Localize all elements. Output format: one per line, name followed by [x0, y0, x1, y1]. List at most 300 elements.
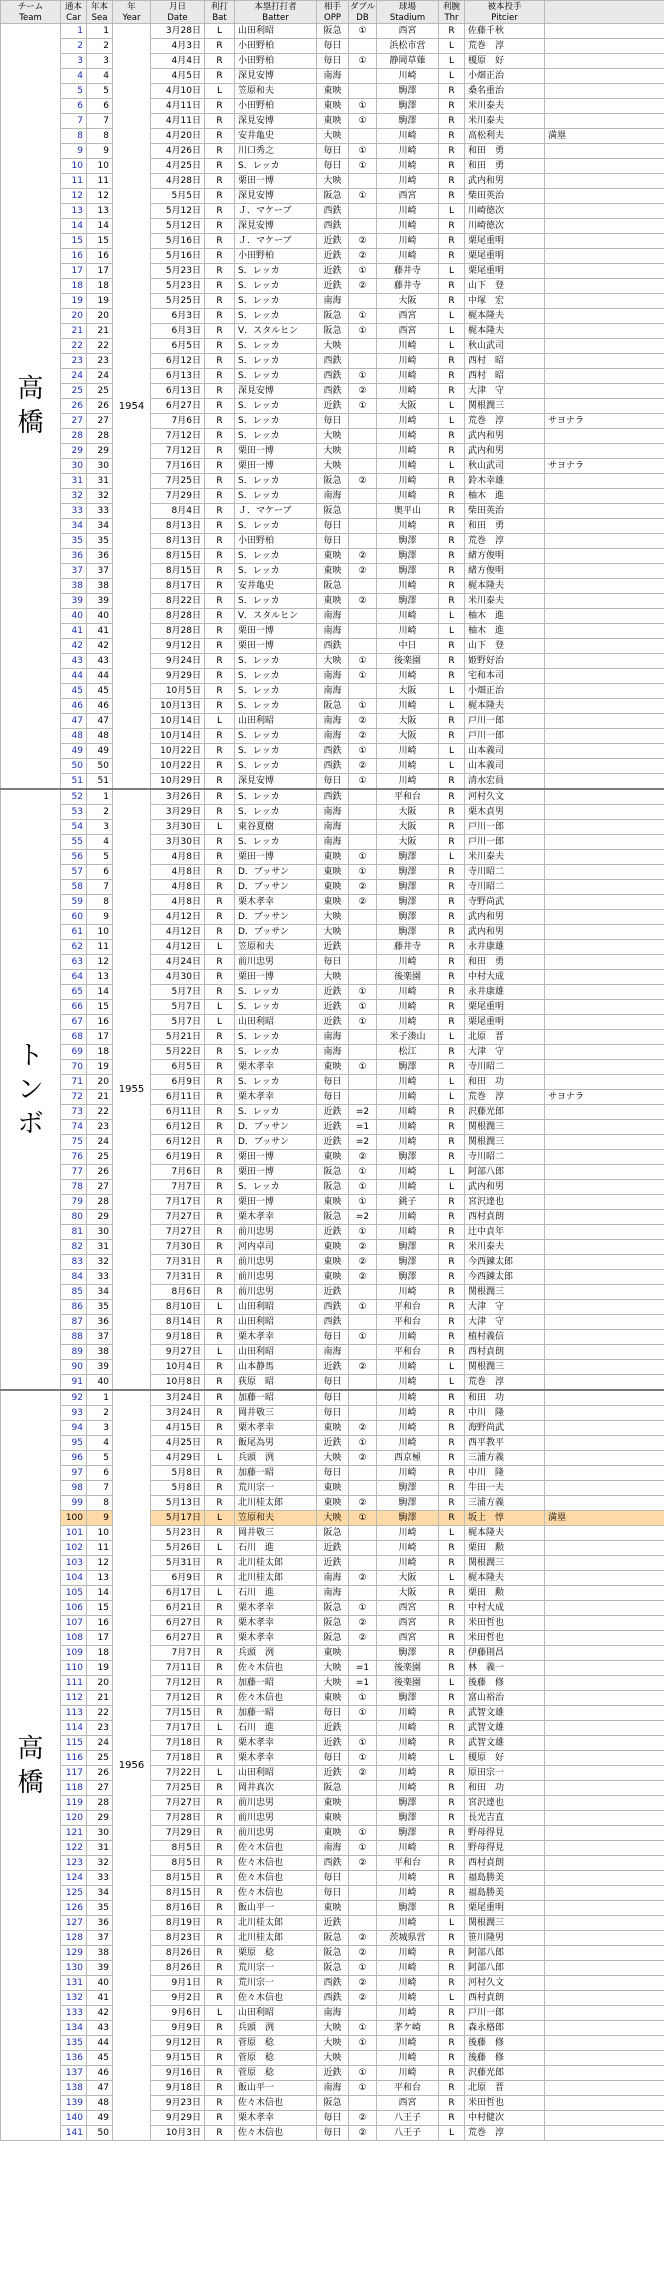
season-number: 35 — [87, 1300, 113, 1315]
career-number: 102 — [61, 1541, 87, 1556]
doubleheader: ② — [349, 1451, 377, 1466]
stadium: 西宮 — [377, 1616, 439, 1631]
date: 5月23日 — [151, 279, 205, 294]
season-number: 8 — [87, 895, 113, 910]
throw-side: L — [439, 1526, 465, 1541]
opponent: 近鉄 — [317, 249, 349, 264]
stadium: 川崎 — [377, 1436, 439, 1451]
pitcher: 西村貞朗 — [465, 1991, 545, 2006]
career-number: 121 — [61, 1826, 87, 1841]
table-row — [1, 234, 664, 249]
career-number: 61 — [61, 925, 87, 940]
table-row — [1, 1360, 664, 1375]
doubleheader: ① — [349, 1330, 377, 1345]
season-number: 41 — [87, 1991, 113, 2006]
bat-side: R — [205, 1135, 235, 1150]
doubleheader: ① — [349, 2021, 377, 2036]
bat-side: R — [205, 549, 235, 564]
batter: 兵頭 洌 — [235, 2021, 317, 2036]
table-row — [1, 1616, 664, 1631]
batter: S．レッカ — [235, 729, 317, 744]
batter: 飯山平一 — [235, 1901, 317, 1916]
throw-side: R — [439, 99, 465, 114]
note — [545, 835, 664, 850]
date: 6月11日 — [151, 1090, 205, 1105]
bat-side: R — [205, 2111, 235, 2126]
doubleheader — [349, 534, 377, 549]
career-number: 57 — [61, 865, 87, 880]
pitcher: 武内和男 — [465, 925, 545, 940]
season-number: 46 — [87, 699, 113, 714]
table-row — [1, 1841, 664, 1856]
opponent: 南海 — [317, 669, 349, 684]
bat-side: R — [205, 895, 235, 910]
pitcher: 梶本隆夫 — [465, 699, 545, 714]
season-number: 24 — [87, 1135, 113, 1150]
season-number: 16 — [87, 1616, 113, 1631]
bat-side: R — [205, 159, 235, 174]
doubleheader: ② — [349, 2126, 377, 2141]
doubleheader: ① — [349, 99, 377, 114]
opponent: 南海 — [317, 69, 349, 84]
note — [545, 1120, 664, 1135]
batter: 北川桂太郎 — [235, 1556, 317, 1571]
team-name-char: 高 — [17, 1733, 44, 1764]
career-number: 2 — [61, 39, 87, 54]
date: 7月12日 — [151, 429, 205, 444]
career-number: 7 — [61, 114, 87, 129]
opponent: 大映 — [317, 910, 349, 925]
note — [545, 1451, 664, 1466]
note — [545, 564, 664, 579]
opponent: 大映 — [317, 429, 349, 444]
stadium: 西宮 — [377, 1631, 439, 1646]
stadium: 川崎 — [377, 1406, 439, 1421]
season-number: 13 — [87, 204, 113, 219]
bat-side: L — [205, 1000, 235, 1015]
note — [545, 820, 664, 835]
opponent: 大映 — [317, 970, 349, 985]
note — [545, 1691, 664, 1706]
note — [545, 895, 664, 910]
note — [545, 1751, 664, 1766]
date: 9月15日 — [151, 2051, 205, 2066]
table-row — [1, 279, 664, 294]
batter: 小田野柏 — [235, 534, 317, 549]
bat-side: R — [205, 805, 235, 820]
bat-side: L — [205, 940, 235, 955]
career-number: 3 — [61, 54, 87, 69]
bat-side: R — [205, 1165, 235, 1180]
note — [545, 970, 664, 985]
pitcher: 河村久文 — [465, 1976, 545, 1991]
batter: 前川忠男 — [235, 1285, 317, 1300]
doubleheader — [349, 1886, 377, 1901]
throw-side: L — [439, 1075, 465, 1090]
header-cell: Date — [151, 12, 205, 24]
throw-side: R — [439, 1856, 465, 1871]
batter: D．ブッサン — [235, 925, 317, 940]
date: 10月4日 — [151, 1360, 205, 1375]
batter: 栗田一博 — [235, 444, 317, 459]
career-number: 35 — [61, 534, 87, 549]
note — [545, 1481, 664, 1496]
season-number: 7 — [87, 1481, 113, 1496]
opponent: 南海 — [317, 1045, 349, 1060]
opponent: 近鉄 — [317, 1541, 349, 1556]
season-number: 29 — [87, 1210, 113, 1225]
note — [545, 955, 664, 970]
team-name-char: 高 — [17, 374, 44, 404]
throw-side: R — [439, 1210, 465, 1225]
batter: 前川忠男 — [235, 1255, 317, 1270]
opponent: 大映 — [317, 925, 349, 940]
pitcher: 佐藤千秋 — [465, 24, 545, 39]
table-row — [1, 204, 664, 219]
date: 7月18日 — [151, 1751, 205, 1766]
pitcher: 栗尾重明 — [465, 234, 545, 249]
opponent: 大映 — [317, 1676, 349, 1691]
table-row — [1, 759, 664, 774]
pitcher: 関根潤三 — [465, 1285, 545, 1300]
season-number: 19 — [87, 1060, 113, 1075]
date: 10月5日 — [151, 684, 205, 699]
stadium: 駒澤 — [377, 1646, 439, 1661]
season-number: 11 — [87, 940, 113, 955]
note — [545, 1135, 664, 1150]
season-number: 6 — [87, 99, 113, 114]
stadium: 藤井寺 — [377, 279, 439, 294]
season-number: 30 — [87, 1225, 113, 1240]
career-number: 97 — [61, 1466, 87, 1481]
batter: 佐々木信也 — [235, 1841, 317, 1856]
career-number: 34 — [61, 519, 87, 534]
season-number: 50 — [87, 2126, 113, 2141]
note: サヨナラ — [545, 459, 664, 474]
season-number: 27 — [87, 1180, 113, 1195]
date: 8月16日 — [151, 1901, 205, 1916]
pitcher: 柚木 進 — [465, 609, 545, 624]
doubleheader — [349, 339, 377, 354]
career-number: 48 — [61, 729, 87, 744]
doubleheader — [349, 1315, 377, 1330]
season-number: 37 — [87, 1330, 113, 1345]
note — [545, 654, 664, 669]
batter: 飯尾為男 — [235, 1436, 317, 1451]
pitcher: 栗尾重明 — [465, 1901, 545, 1916]
pitcher: 米川泰夫 — [465, 594, 545, 609]
throw-side: R — [439, 114, 465, 129]
date: 7月18日 — [151, 1736, 205, 1751]
table-row — [1, 264, 664, 279]
batter: 山田利昭 — [235, 1315, 317, 1330]
batter: 山田利昭 — [235, 1300, 317, 1315]
stadium: 川崎 — [377, 1526, 439, 1541]
table-row — [1, 1120, 664, 1135]
career-number: 91 — [61, 1375, 87, 1391]
stadium: 川崎 — [377, 1871, 439, 1886]
throw-side: R — [439, 189, 465, 204]
doubleheader — [349, 174, 377, 189]
batter: S．レッカ — [235, 489, 317, 504]
note — [545, 234, 664, 249]
note — [545, 1150, 664, 1165]
note — [545, 1631, 664, 1646]
note — [545, 1225, 664, 1240]
doubleheader — [349, 1916, 377, 1931]
bat-side: R — [205, 744, 235, 759]
throw-side: L — [439, 399, 465, 414]
header-cell: Batter — [235, 12, 317, 24]
stadium: 駒澤 — [377, 1270, 439, 1285]
season-number: 40 — [87, 609, 113, 624]
header-cell: ダブル — [349, 1, 376, 12]
opponent: 阪急 — [317, 2096, 349, 2111]
stadium: 川崎 — [377, 339, 439, 354]
pitcher: 米川泰夫 — [465, 850, 545, 865]
note — [545, 1541, 664, 1556]
date: 5月17日 — [151, 1511, 205, 1526]
bat-side: R — [205, 1150, 235, 1165]
throw-side: L — [439, 54, 465, 69]
bat-side: R — [205, 1390, 235, 1406]
batter: S．レッカ — [235, 805, 317, 820]
throw-side: R — [439, 1330, 465, 1345]
throw-side: R — [439, 1616, 465, 1631]
stadium: 川崎 — [377, 1841, 439, 1856]
stadium: 大阪 — [377, 1571, 439, 1586]
pitcher: 後藤 修 — [465, 2036, 545, 2051]
stadium: 川崎 — [377, 234, 439, 249]
table-row — [1, 84, 664, 99]
date: 5月23日 — [151, 1526, 205, 1541]
throw-side: L — [439, 1180, 465, 1195]
date: 9月24日 — [151, 654, 205, 669]
stadium: 藤井寺 — [377, 940, 439, 955]
batter: 北川桂太郎 — [235, 1571, 317, 1586]
season-number: 29 — [87, 1811, 113, 1826]
career-number: 65 — [61, 985, 87, 1000]
pitcher: 阿部八郎 — [465, 1946, 545, 1961]
doubleheader: ① — [349, 189, 377, 204]
throw-side: L — [439, 699, 465, 714]
season-number: 18 — [87, 1045, 113, 1060]
throw-side: L — [439, 459, 465, 474]
throw-side: R — [439, 940, 465, 955]
season-number: 15 — [87, 234, 113, 249]
team-name-char: 橋 — [17, 1767, 44, 1798]
pitcher: 関根潤三 — [465, 1556, 545, 1571]
batter: S．レッカ — [235, 429, 317, 444]
doubleheader: ② — [349, 880, 377, 895]
opponent: 西鉄 — [317, 759, 349, 774]
career-number: 14 — [61, 219, 87, 234]
batter: 加藤一昭 — [235, 1676, 317, 1691]
date: 8月13日 — [151, 534, 205, 549]
throw-side: L — [439, 684, 465, 699]
pitcher: 長光吉直 — [465, 1811, 545, 1826]
note — [545, 2111, 664, 2126]
pitcher: 寺川昭二 — [465, 1150, 545, 1165]
date: 6月21日 — [151, 1601, 205, 1616]
table-row — [1, 1541, 664, 1556]
table-row — [1, 789, 664, 805]
pitcher: 荒巻 淳 — [465, 1375, 545, 1391]
career-number: 29 — [61, 444, 87, 459]
stadium: 八王子 — [377, 2111, 439, 2126]
doubleheader: ① — [349, 369, 377, 384]
throw-side: R — [439, 1976, 465, 1991]
bat-side: R — [205, 1285, 235, 1300]
table-row — [1, 654, 664, 669]
bat-side: R — [205, 880, 235, 895]
opponent: 近鉄 — [317, 1736, 349, 1751]
bat-side: R — [205, 955, 235, 970]
season-number: 23 — [87, 1721, 113, 1736]
career-number: 132 — [61, 1991, 87, 2006]
table-row — [1, 1931, 664, 1946]
batter: 石川 進 — [235, 1721, 317, 1736]
doubleheader: ② — [349, 1991, 377, 2006]
stadium: 平和台 — [377, 1300, 439, 1315]
stadium: 川崎 — [377, 744, 439, 759]
throw-side: R — [439, 1436, 465, 1451]
opponent: 西鉄 — [317, 1991, 349, 2006]
header-cell: Car — [61, 12, 87, 24]
date: 7月31日 — [151, 1270, 205, 1285]
table-row — [1, 1406, 664, 1421]
batter: 栗田一博 — [235, 459, 317, 474]
note — [545, 1706, 664, 1721]
header-cell — [545, 12, 664, 24]
opponent: 近鉄 — [317, 2066, 349, 2081]
career-number: 56 — [61, 850, 87, 865]
opponent: 西鉄 — [317, 639, 349, 654]
header-cell — [545, 1, 664, 13]
bat-side: R — [205, 579, 235, 594]
table-row — [1, 609, 664, 624]
bat-side: R — [205, 1556, 235, 1571]
pitcher: 永井康雄 — [465, 940, 545, 955]
throw-side: R — [439, 534, 465, 549]
season-number: 8 — [87, 1496, 113, 1511]
note — [545, 69, 664, 84]
table-row — [1, 1511, 664, 1526]
career-number: 33 — [61, 504, 87, 519]
batter: D．ブッサン — [235, 865, 317, 880]
bat-side: R — [205, 564, 235, 579]
batter: 栗田一博 — [235, 1165, 317, 1180]
note — [545, 1375, 664, 1391]
stadium: 川崎 — [377, 2036, 439, 2051]
batter: 栗田一博 — [235, 639, 317, 654]
table-row — [1, 1946, 664, 1961]
batter: 岡井真次 — [235, 1781, 317, 1796]
bat-side: R — [205, 970, 235, 985]
stadium: 川崎 — [377, 1120, 439, 1135]
opponent: 近鉄 — [317, 279, 349, 294]
note — [545, 925, 664, 940]
pitcher: 和田 功 — [465, 1390, 545, 1406]
throw-side: R — [439, 1300, 465, 1315]
table-row — [1, 1751, 664, 1766]
batter: S．レッカ — [235, 399, 317, 414]
table-row — [1, 549, 664, 564]
bat-side: R — [205, 729, 235, 744]
doubleheader — [349, 1390, 377, 1406]
bat-side: R — [205, 684, 235, 699]
pitcher: 山本義司 — [465, 744, 545, 759]
career-number: 68 — [61, 1030, 87, 1045]
stadium: 川崎 — [377, 459, 439, 474]
career-number: 64 — [61, 970, 87, 985]
batter: S．レッカ — [235, 414, 317, 429]
opponent: 南海 — [317, 805, 349, 820]
opponent: 毎日 — [317, 39, 349, 54]
note — [545, 1075, 664, 1090]
doubleheader: ① — [349, 114, 377, 129]
throw-side: R — [439, 594, 465, 609]
opponent: 近鉄 — [317, 1000, 349, 1015]
doubleheader: ① — [349, 264, 377, 279]
note: 満塁 — [545, 129, 664, 144]
bat-side: R — [205, 1060, 235, 1075]
note — [545, 204, 664, 219]
pitcher: 山下 登 — [465, 639, 545, 654]
bat-side: L — [205, 714, 235, 729]
career-number: 117 — [61, 1766, 87, 1781]
throw-side: R — [439, 970, 465, 985]
doubleheader: ② — [349, 1856, 377, 1871]
season-number: 7 — [87, 880, 113, 895]
throw-side: R — [439, 579, 465, 594]
table-row — [1, 1991, 664, 2006]
stadium: 駒澤 — [377, 1481, 439, 1496]
note — [545, 850, 664, 865]
stadium: 川崎 — [377, 1886, 439, 1901]
career-number: 94 — [61, 1421, 87, 1436]
date: 7月17日 — [151, 1195, 205, 1210]
doubleheader — [349, 519, 377, 534]
career-number: 96 — [61, 1451, 87, 1466]
stadium: 川崎 — [377, 579, 439, 594]
stadium: 川崎 — [377, 174, 439, 189]
batter: 佐々木信也 — [235, 1661, 317, 1676]
team-name — [1, 1390, 61, 2141]
doubleheader — [349, 444, 377, 459]
doubleheader: ① — [349, 1826, 377, 1841]
throw-side: R — [439, 865, 465, 880]
table-row — [1, 24, 664, 39]
throw-side: R — [439, 1045, 465, 1060]
pitcher: 栗尾重明 — [465, 1015, 545, 1030]
header-cell: チーム — [1, 1, 61, 13]
date: 6月12日 — [151, 354, 205, 369]
stadium: 平和台 — [377, 789, 439, 805]
batter: 山田利昭 — [235, 24, 317, 39]
doubleheader — [349, 504, 377, 519]
throw-side: R — [439, 1496, 465, 1511]
batter: V．スタルヒン — [235, 609, 317, 624]
opponent: 東映 — [317, 1481, 349, 1496]
bat-side: R — [205, 1706, 235, 1721]
date: 6月27日 — [151, 1631, 205, 1646]
career-number: 55 — [61, 835, 87, 850]
table-row — [1, 835, 664, 850]
season-number: 3 — [87, 1421, 113, 1436]
batter: 栗木孝幸 — [235, 1736, 317, 1751]
stadium: 川崎 — [377, 444, 439, 459]
